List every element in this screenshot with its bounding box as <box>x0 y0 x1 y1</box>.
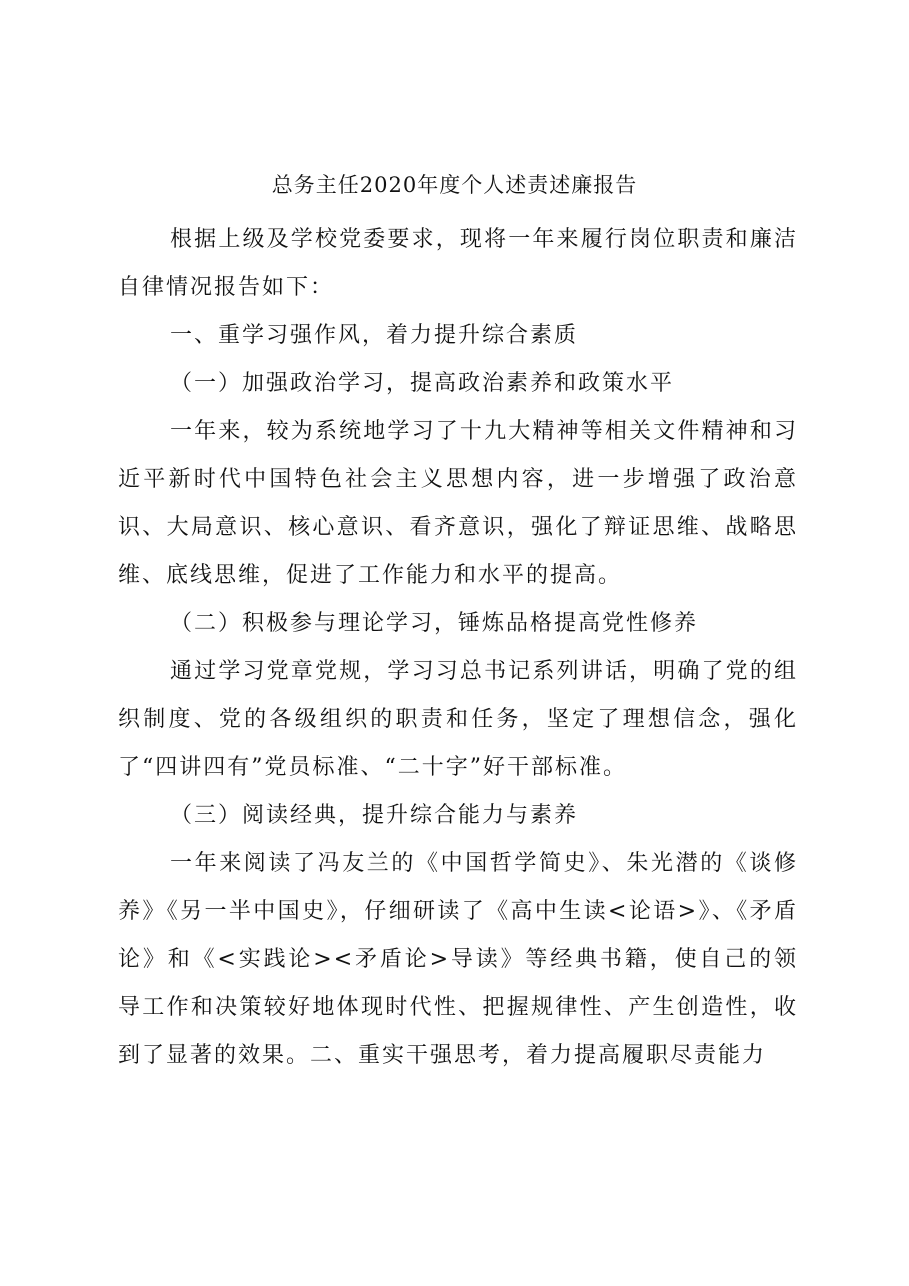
subsection-2-paragraph: 通过学习党章党规，学习习总书记系列讲话，明确了党的组织制度、党的各级组织的职责和任务，坚定了理想信念，强化了“四讲四有”党员标准、“二十字”好干部标准。 <box>118 659 798 780</box>
subsection-3-heading: （三）阅读经典，提升综合能力与素养 <box>170 803 579 828</box>
section-1-heading: 一、重学习强作风，着力提升综合素质 <box>170 323 579 348</box>
subsection-1-heading: （一）加强政治学习，提高政治素养和政策水平 <box>170 371 675 396</box>
document-title: 总务主任2020年度个人述责述廉报告 <box>271 173 638 197</box>
subsection-3-paragraph: 一年来阅读了冯友兰的《中国哲学简史》、朱光潜的《谈修养》《另一半中国史》，仔细研读了《高中生读<论语>》、《矛盾论》和《<实践论><矛盾论>导读》等经典书籍，使自己的领导工作和决策较好地体现时代性、把握规律性、产生创造性，收到了显著的效果。二、重实干强思考，着力提高履职尽责能力 <box>118 851 798 1068</box>
intro-paragraph: 根据上级及学校党委要求，现将一年来履行岗位职责和廉洁自律情况报告如下： <box>118 227 798 300</box>
subsection-2-heading: （二）积极参与理论学习，锤炼品格提高党性修养 <box>170 611 699 636</box>
subsection-1-paragraph: 一年来，较为系统地学习了十九大精神等相关文件精神和习近平新时代中国特色社会主义思想内容，进一步增强了政治意识、大局意识、核心意识、看齐意识，强化了辩证思维、战略思维、底线思维，促进了工作能力和水平的提高。 <box>118 419 798 588</box>
document-body <box>118 216 798 1080</box>
